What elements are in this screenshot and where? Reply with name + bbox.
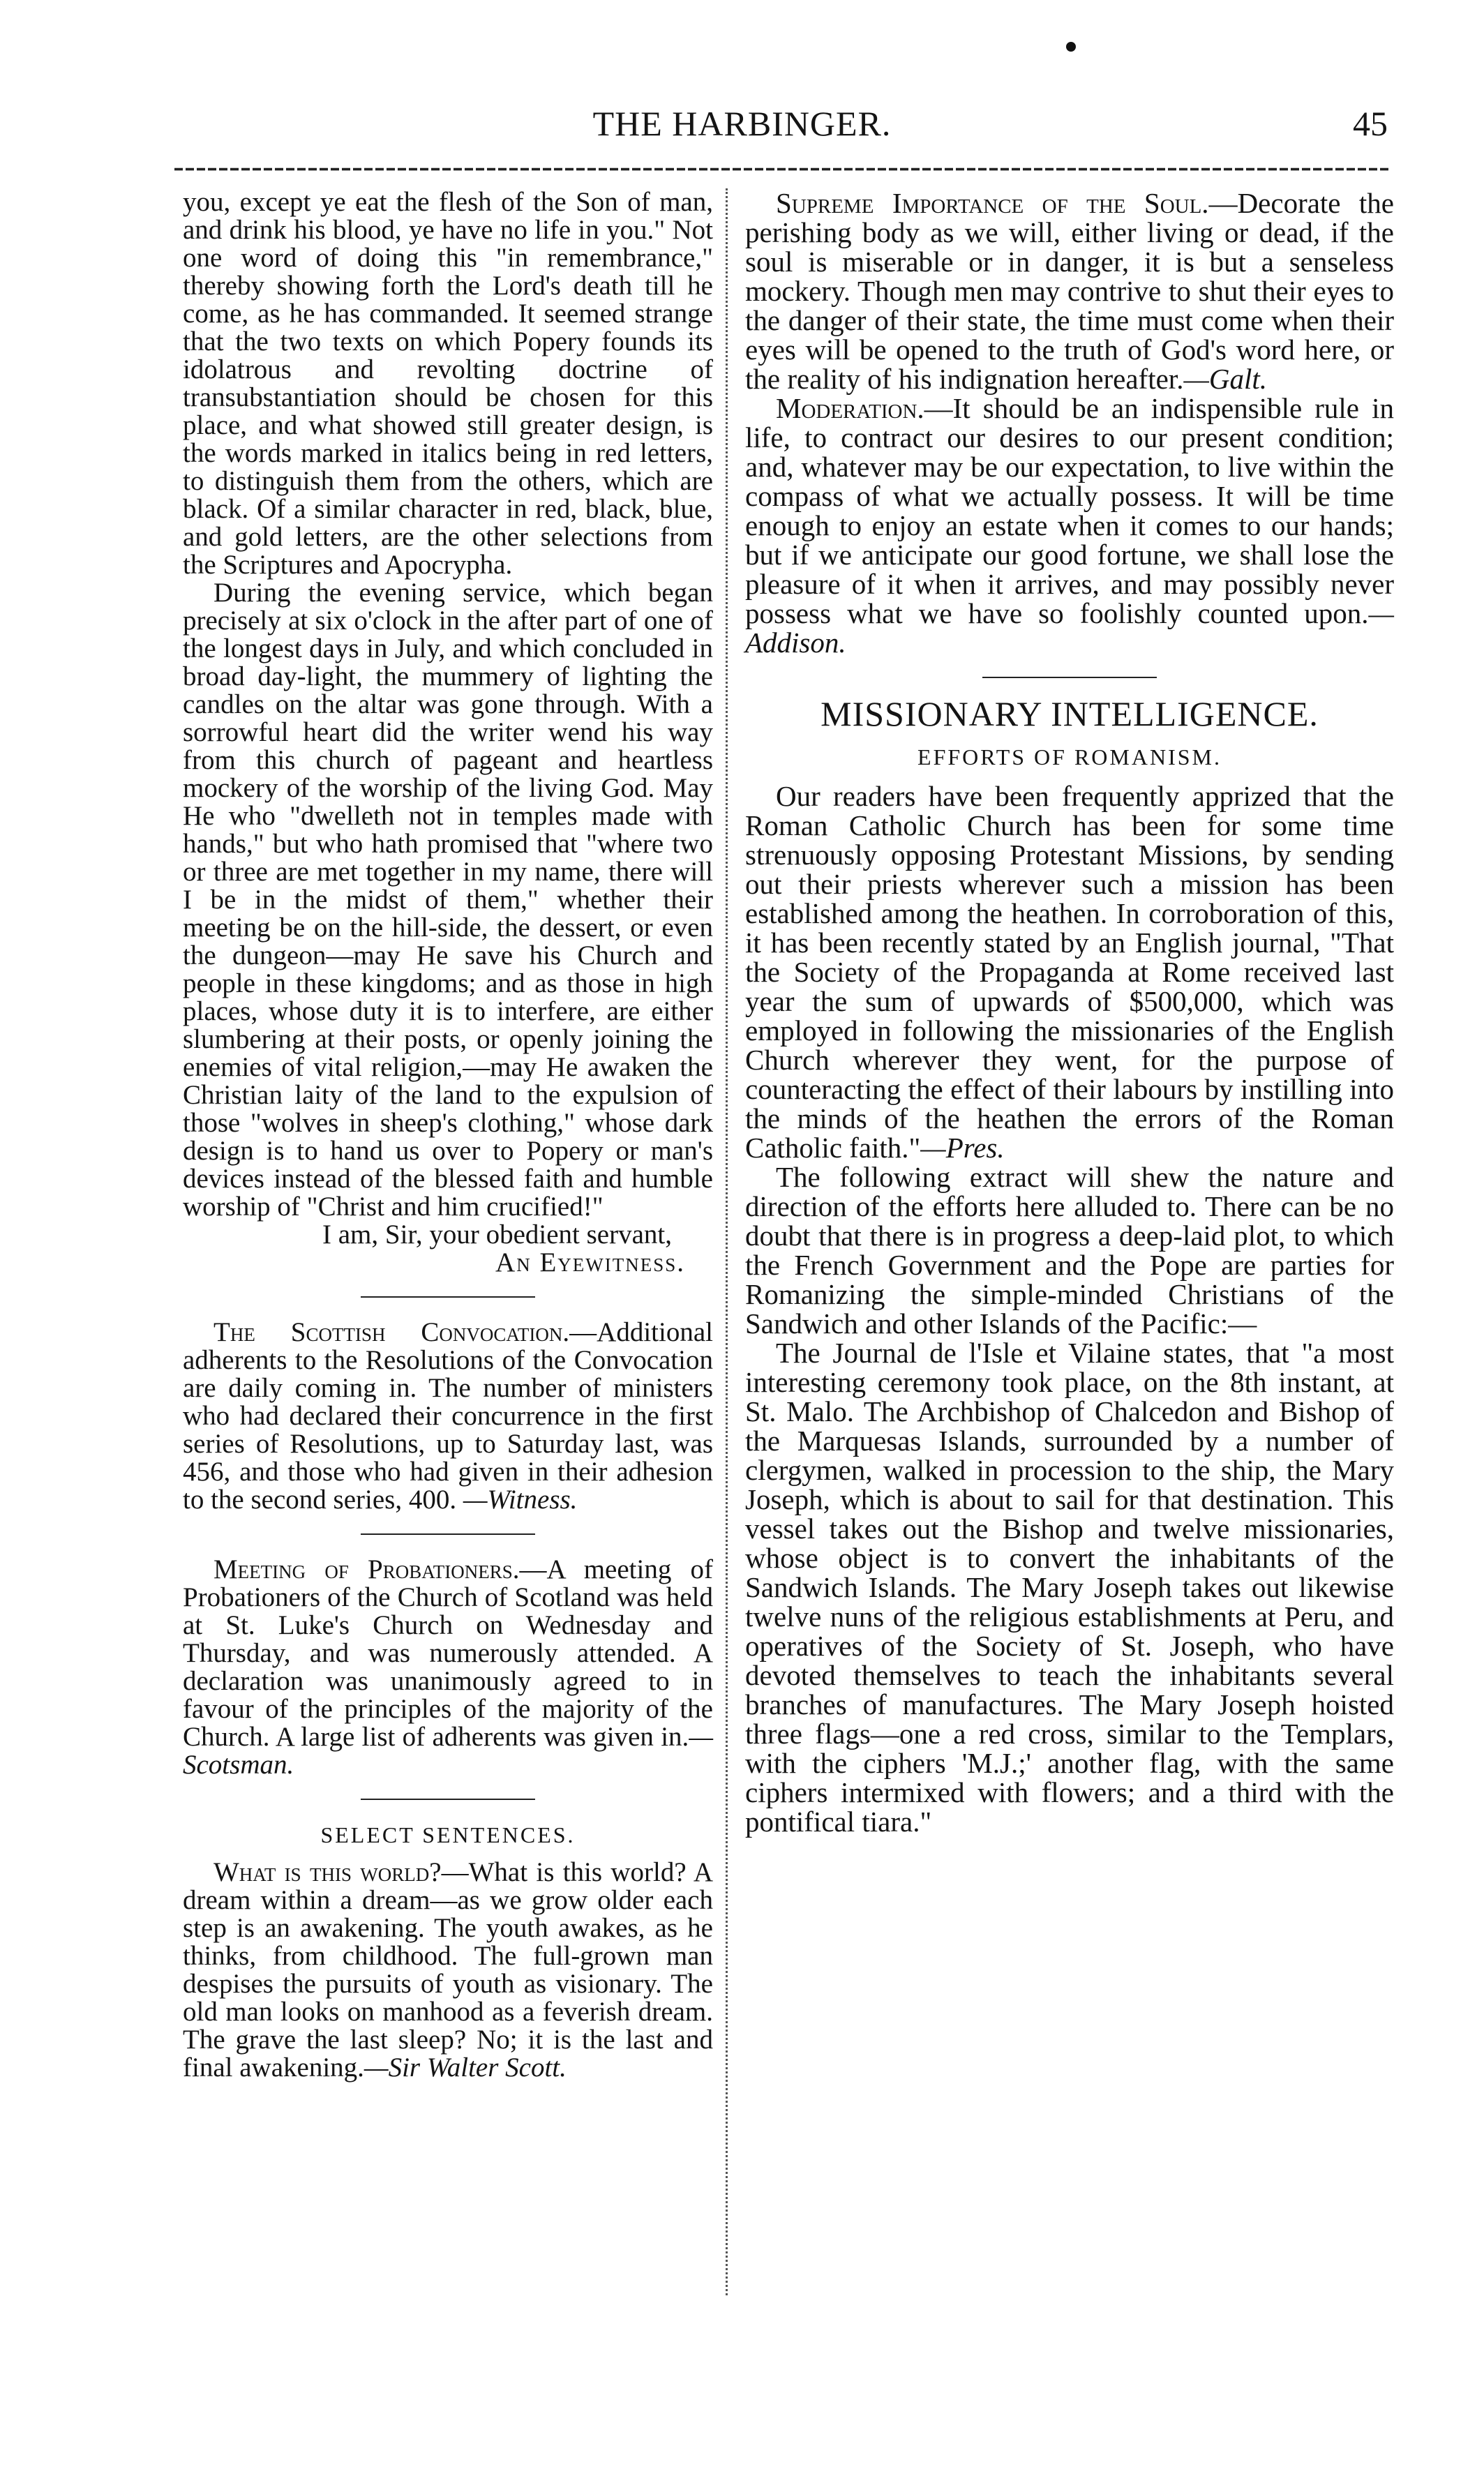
header-rule [174,165,1390,173]
soul-heading: Supreme Importance of the Soul. [776,187,1209,219]
missionary-paragraph-1-source: —Pres. [920,1132,1005,1164]
probationers-article [183,1556,713,1779]
left-column [183,188,713,2082]
missionary-paragraph-1 [745,781,1394,1162]
romanism-subtitle: EFFORTS OF ROMANISM. [917,744,1222,770]
convocation-source: —Witness. [463,1485,578,1515]
convocation-body: —Additional adherents to the Resolutions of the Convocation are daily coming in. The number of ministers who had declared their concurrence in the first series of Resolutions, up to Saturday last, was 456, and those who had given in their adhesion to the second series, 400. [183,1317,713,1515]
letter-closing: I am, Sir, your obedient servant, [322,1220,672,1250]
letter-signature: An Eyewitness. [495,1247,685,1277]
world-source: —Sir Walter Scott. [363,2053,567,2083]
page-title: THE HARBINGER. [592,104,892,143]
section-divider [982,677,1157,678]
select-sentences-heading: SELECT SENTENCES. [320,1822,576,1847]
moderation-heading: Moderation. [776,392,924,424]
moderation-body: —It should be an indispensible rule in life, to contract our desires to our present condition; and, whatever may be our expectation, to live within the compass of what we actually possess. It will be time enough to enjoy an estate when it comes to our hands; but if we anticipate our good fortune, we shall lose the pleasure of it when it arrives, and may possibly never possess what we have so foolishly counted upon. [745,392,1394,629]
world-article [183,1859,713,2082]
moderation-article [745,393,1394,657]
soul-article [745,188,1394,393]
soul-body: —Decorate the perishing body as we will, either living or dead, if the soul is miserable or in danger, it is but a senseless mockery. Though men may contrive to shut their eyes to the danger of their state, the time must come when their eyes will be opened to the truth of God's word here, or the reality of his indignation hereafter. [745,187,1394,395]
probationers-heading: Meeting of Probationers. [213,1554,520,1584]
missionary-title: MISSIONARY INTELLIGENCE. [820,694,1319,733]
ink-dot [1066,42,1076,52]
column-divider [726,188,732,2295]
letter-paragraph-2: During the evening service, which began precisely at six o'clock in the after part of one of the longest days in July, and which concluded in broad day-light, the mummery of lighting the candles on the altar was gone through. With a sorrowful heart did the writer wend his way from this church of pageant and heartless mockery of the worship of the living God. May He who "dwelleth not in temples made with hands," but who hath promised that "where two or three are met together in my name, there will I be in the midst of them," whether their meeting be on the hill-side, the dessert, or even the dungeon—may He save his Church and people in these kingdoms; and as those in high places, whose duty it is to interfere, are either slumbering at their posts, or openly joining the enemies of vital religion,—may He awaken the Christian laity of the land to the expulsion of those "wolves in sheep's clothing," whose dark design is to hand us over to Popery or man's devices instead of the blessed faith and humble worship of "Christ and him crucified!" [183,578,713,1222]
letter-paragraph-1: you, except ye eat the flesh of the Son of man, and drink his blood, ye have no life in you." Not one word of doing this "in remembrance," thereby showing forth the Lord's death till he come, as he has commanded. It seemed strange that the two texts on which Popery founds its idolatrous and revolting doctrine of transubstantiation should be chosen for this place, and what showed still greater design, is the words marked in italics being in red letters, to distinguish them from the others, which are black. Of a similar character in red, black, blue, and gold letters, are the other selections from the Scriptures and Apocrypha. [183,187,713,580]
soul-source: —Galt. [1183,363,1268,395]
section-divider [361,1296,535,1298]
moderation-source: —Addison. [745,597,1394,659]
probationers-body: —A meeting of Probationers of the Church of Scotland was held at St. Luke's Church on Wednesday and Thursday, and was numerously attended. A declaration was unanimously agreed to in favour of the principles of the majority of the Church. A large list of adherents was given in. [183,1554,713,1752]
missionary-paragraph-2: The following extract will shew the nature and direction of the efforts here alluded to. There can be no doubt that there is in progress a deep-laid plot, to which the French Government and the Pope are parties for Romanizing the simple-minded Christians of the Sandwich and other Islands of the Pacific:— [745,1161,1394,1340]
world-body: —What is this world? A dream within a dream—as we grow older each step is an awakening. The youth awakes, as he thinks, from childhood. The full-grown man despises the pursuits of youth as visionary. The old man looks on manhood as a feverish dream. The grave the last sleep? No; it is the last and final awakening. [183,1857,713,2083]
right-column [745,188,1394,1836]
world-heading: What is this world? [213,1857,442,1887]
convocation-article [183,1319,713,1514]
missionary-paragraph-3: The Journal de l'Isle et Vilaine states, that "a most interesting ceremony took place, on the 8th instant, at St. Malo. The Archbishop of Chalcedon and Bishop of the Marquesas Islands, surrounded by a number of clergymen, walked in procession to the ship, the Mary Joseph, which is about to sail for that destination. This vessel takes out the Bishop and twelve missionaries, whose object is to convert the inhabitants of the Sandwich Islands. The Mary Joseph takes out likewise twelve nuns of the religious establishments at Peru, and operatives of the Society of St. Joseph, who have devoted themselves to teach the inhabitants several branches of manufactures. The Mary Joseph hoisted three flags—one a red cross, similar to the Templars, with the ciphers 'M.J.;' another flag, with the same ciphers intermixed with flowers; and a third with the pontifical tiara." [745,1337,1394,1838]
page-number: 45 [1353,104,1388,143]
section-divider [361,1533,535,1535]
missionary-paragraph-1-text: Our readers have been frequently apprized that the Roman Catholic Church has been for some time strenuously opposing Protestant Missions, by sending out their priests wherever such a mission has been established among the heathen. In corroboration of this, it has been recently stated by an English journal, "That the Society of the Propaganda at Rome received last year the sum of upwards of $500,000, which was employed in following the missionaries of the English Church wherever they went, for the purpose of counteracting the effect of their labours by instilling into the minds of the heathen the errors of the Roman Catholic faith." [745,780,1394,1164]
convocation-heading: The Scottish Convocation. [213,1317,570,1347]
probationers-source: —Scotsman. [183,1722,713,1780]
section-divider [361,1799,535,1800]
